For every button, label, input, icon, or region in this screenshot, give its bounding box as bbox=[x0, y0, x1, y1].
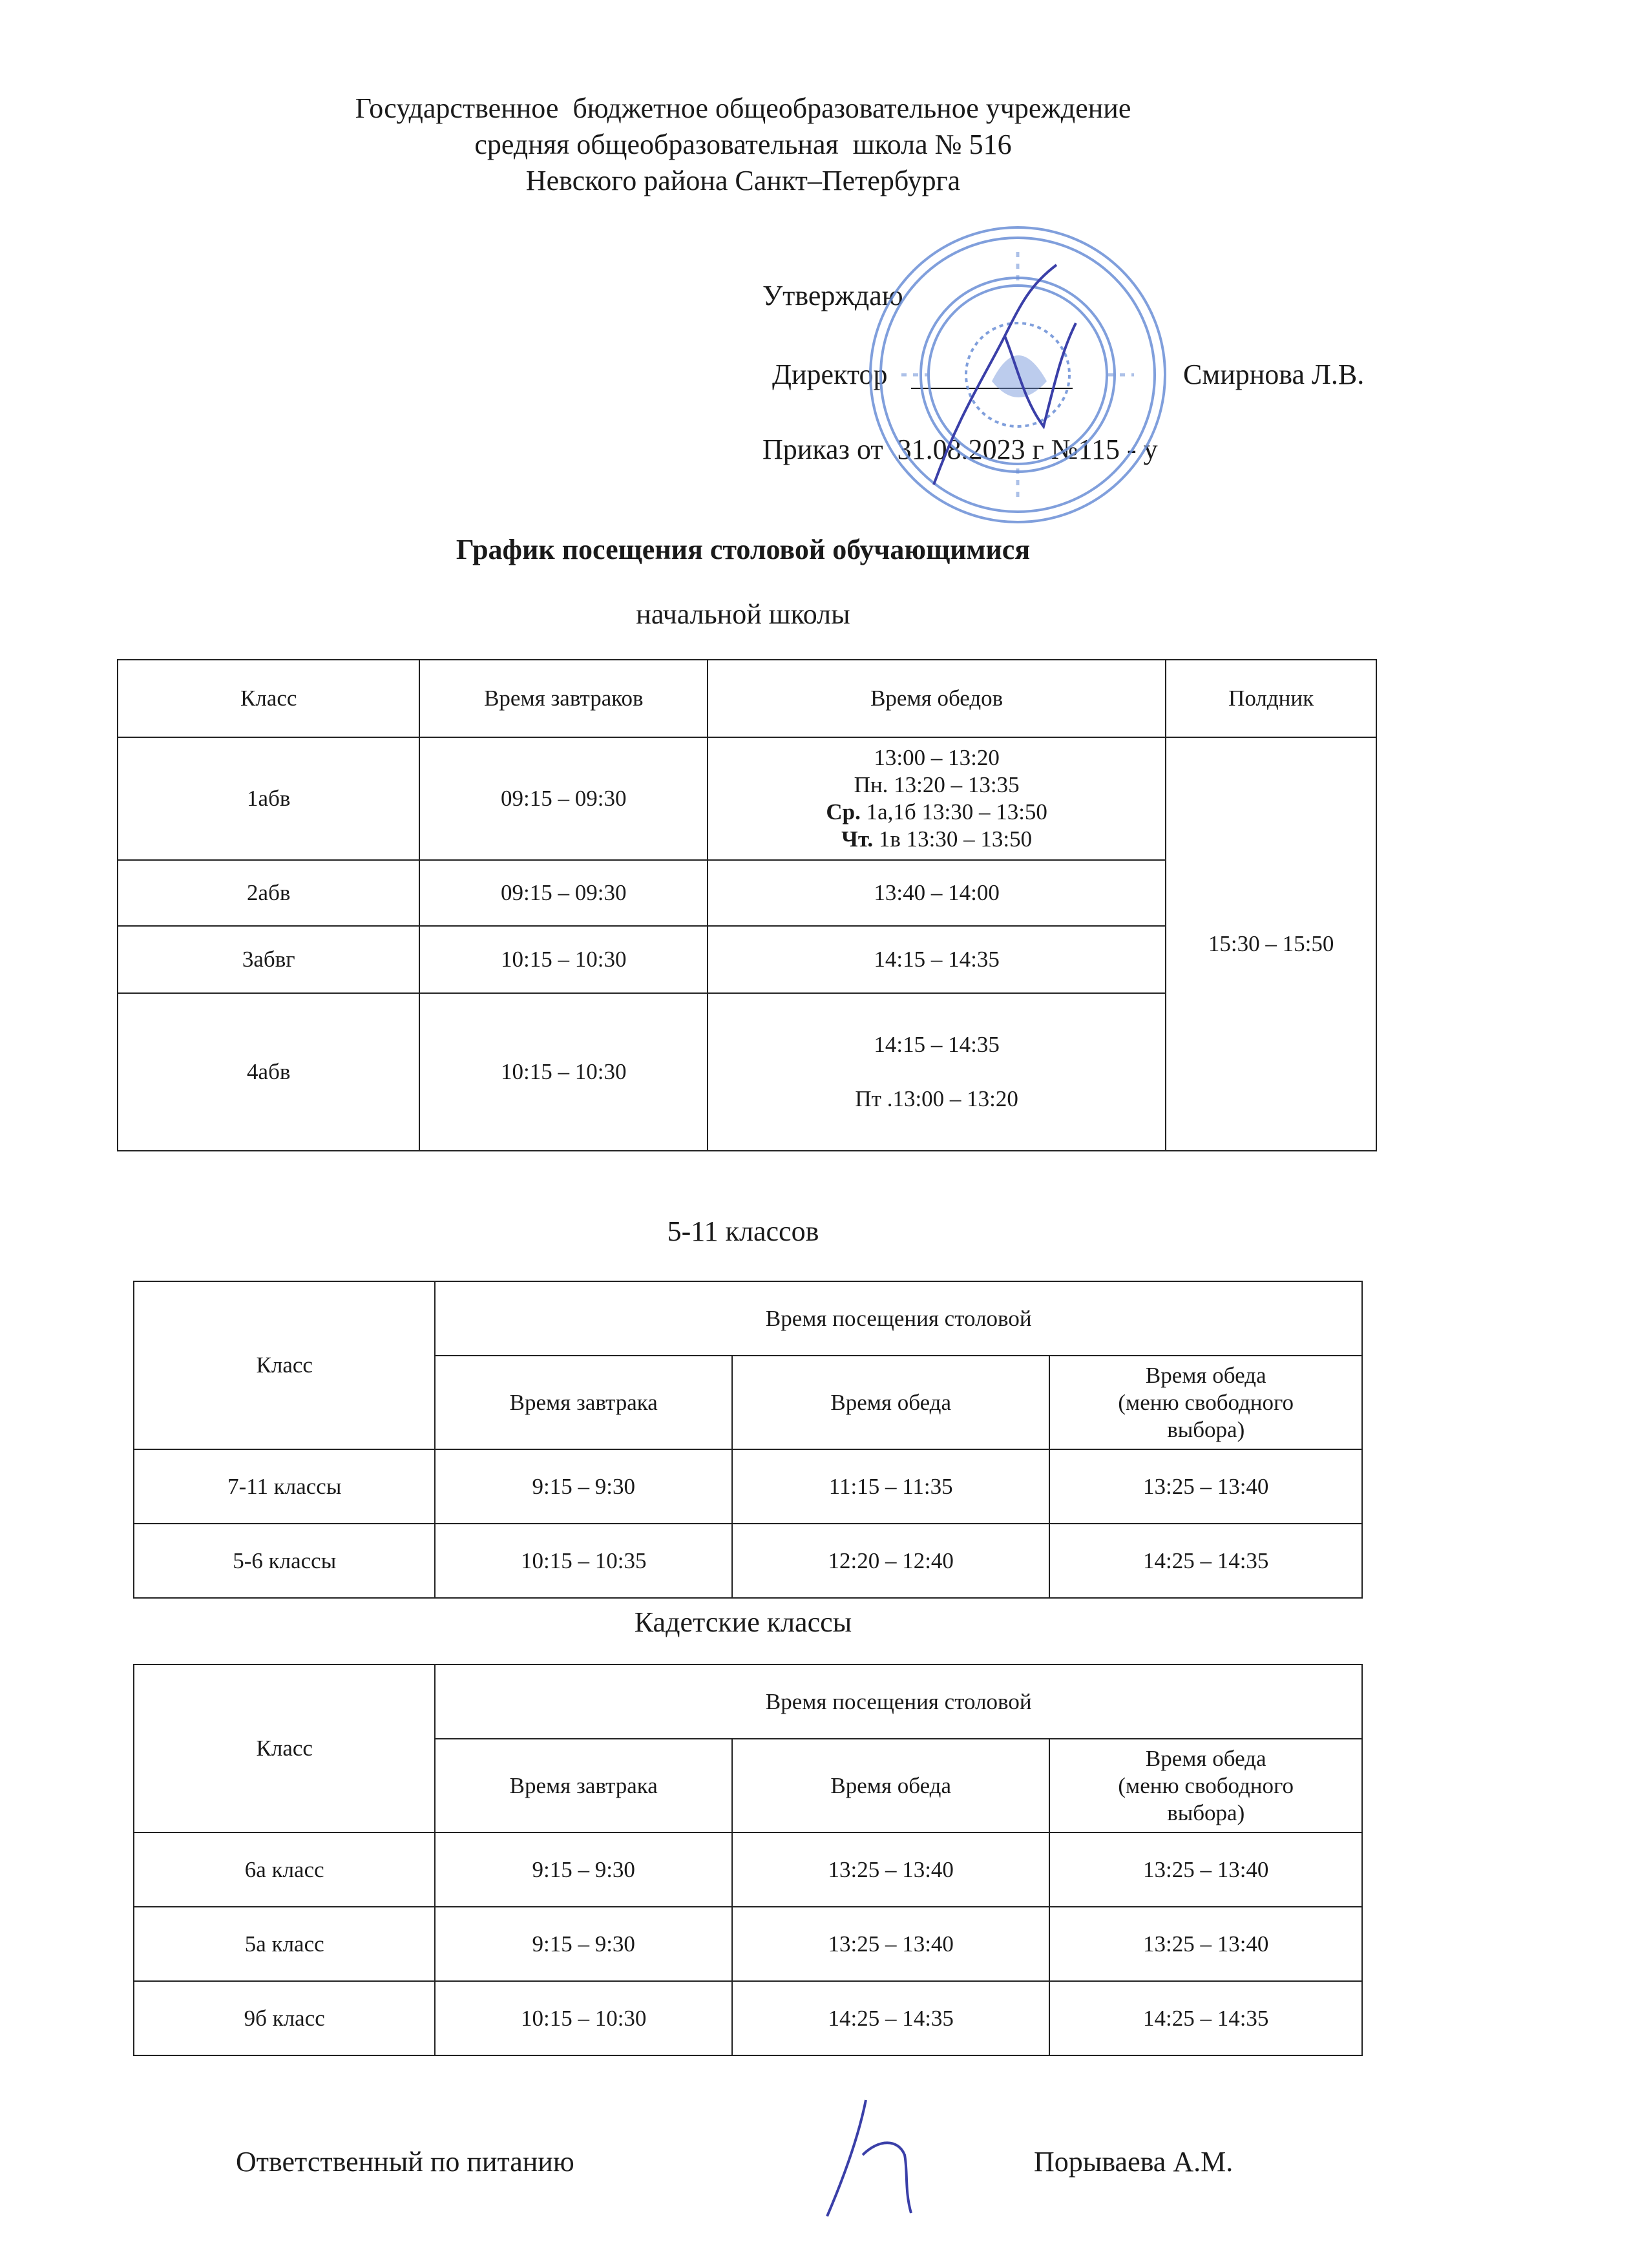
header-line-1: Государственное бюджетное общеобразовательное учреждение bbox=[355, 92, 1131, 124]
header-line-3: Невского района Санкт–Петербурга bbox=[525, 165, 961, 196]
table-header-row bbox=[134, 1281, 1362, 1356]
responsible-name: Порываева А.М. bbox=[1034, 2146, 1234, 2178]
signature-icon bbox=[801, 2094, 930, 2223]
snack-cell: 15:30 – 15:50 bbox=[1166, 737, 1376, 1151]
table-header-row bbox=[134, 1664, 1362, 1739]
row-free: 13:25 – 13:40 bbox=[1049, 1907, 1362, 1981]
header-line-2: средняя общеобразовательная школа № 516 bbox=[474, 129, 1012, 160]
row-class: 4абв bbox=[118, 993, 419, 1151]
row-breakfast: 09:15 – 09:30 bbox=[419, 737, 708, 860]
table-row bbox=[118, 737, 1376, 860]
director-name: Смирнова Л.В. bbox=[1183, 359, 1365, 390]
row-breakfast: 10:15 – 10:30 bbox=[435, 1981, 732, 2055]
row-lunch: 12:20 – 12:40 bbox=[732, 1524, 1049, 1598]
row-free: 14:25 – 14:35 bbox=[1049, 1524, 1362, 1598]
row-class: 1абв bbox=[118, 737, 419, 860]
row-class: 6а класс bbox=[134, 1832, 435, 1907]
lunch-text: 1в 13:30 – 13:50 bbox=[873, 826, 1033, 852]
lunch-text: 1а,1б 13:30 – 13:50 bbox=[860, 799, 1047, 824]
row-breakfast: 10:15 – 10:35 bbox=[435, 1524, 732, 1598]
header-lunch: Время обеда bbox=[732, 1356, 1049, 1449]
lunch-line bbox=[713, 799, 1160, 826]
row-class: 2абв bbox=[118, 860, 419, 926]
stamp-seal-icon bbox=[863, 220, 1173, 530]
row-lunch: 14:15 – 14:35 bbox=[708, 926, 1166, 993]
table-header-row bbox=[118, 660, 1376, 737]
row-free: 13:25 – 13:40 bbox=[1049, 1832, 1362, 1907]
row-breakfast: 10:15 – 10:30 bbox=[419, 926, 708, 993]
cadet-schedule-table bbox=[133, 1664, 1363, 2056]
header-group: Время посещения столовой bbox=[435, 1664, 1362, 1739]
lunch-line: 13:00 – 13:20 bbox=[874, 745, 1000, 770]
row-lunch bbox=[708, 737, 1166, 860]
table-row bbox=[134, 1449, 1362, 1524]
row-breakfast: 9:15 – 9:30 bbox=[435, 1907, 732, 1981]
row-lunch: 13:25 – 13:40 bbox=[732, 1832, 1049, 1907]
header-snack: Полдник bbox=[1166, 660, 1376, 737]
director-label: Директор bbox=[772, 359, 888, 390]
table-row bbox=[134, 1524, 1362, 1598]
row-class: 9б класс bbox=[134, 1981, 435, 2055]
lunch-line bbox=[713, 826, 1160, 853]
primary-schedule-table bbox=[117, 659, 1377, 1151]
row-breakfast: 9:15 – 9:30 bbox=[435, 1449, 732, 1524]
lunch-line: Пн. 13:20 – 13:35 bbox=[854, 772, 1020, 797]
organization-header bbox=[0, 90, 1486, 199]
row-free: 14:25 – 14:35 bbox=[1049, 1981, 1362, 2055]
header-class: Класс bbox=[134, 1281, 435, 1449]
header-class: Класс bbox=[134, 1664, 435, 1832]
order-text: Приказ от 31.08.2023 г №115 - у bbox=[762, 434, 1158, 465]
lunch-line: Пт .13:00 – 13:20 bbox=[855, 1086, 1018, 1111]
responsible-label: Ответственный по питанию bbox=[236, 2146, 574, 2178]
weekday-label: Ср. bbox=[826, 799, 861, 824]
row-lunch bbox=[708, 993, 1166, 1151]
row-breakfast: 9:15 – 9:30 bbox=[435, 1832, 732, 1907]
primary-subtitle: начальной школы bbox=[636, 598, 850, 630]
row-lunch: 13:25 – 13:40 bbox=[732, 1907, 1049, 1981]
header-breakfast: Время завтраков bbox=[419, 660, 708, 737]
row-free: 13:25 – 13:40 bbox=[1049, 1449, 1362, 1524]
row-breakfast: 10:15 – 10:30 bbox=[419, 993, 708, 1151]
row-class: 3абвг bbox=[118, 926, 419, 993]
senior-schedule-table bbox=[133, 1281, 1363, 1599]
table-row bbox=[134, 1907, 1362, 1981]
senior-subtitle: 5-11 классов bbox=[667, 1215, 819, 1247]
table-row bbox=[134, 1981, 1362, 2055]
row-class: 5-6 классы bbox=[134, 1524, 435, 1598]
header-group: Время посещения столовой bbox=[435, 1281, 1362, 1356]
header-breakfast: Время завтрака bbox=[435, 1739, 732, 1832]
row-breakfast: 09:15 – 09:30 bbox=[419, 860, 708, 926]
row-class: 5а класс bbox=[134, 1907, 435, 1981]
header-lunch: Время обеда bbox=[732, 1739, 1049, 1832]
document-title: График посещения столовой обучающимися bbox=[456, 534, 1031, 565]
row-lunch: 11:15 – 11:35 bbox=[732, 1449, 1049, 1524]
lunch-line: 14:15 – 14:35 bbox=[874, 1032, 1000, 1057]
row-lunch: 14:25 – 14:35 bbox=[732, 1981, 1049, 2055]
weekday-label: Чт. bbox=[841, 826, 874, 852]
header-lunch: Время обедов bbox=[708, 660, 1166, 737]
header-breakfast: Время завтрака bbox=[435, 1356, 732, 1449]
header-free-menu: Время обеда (меню свободного выбора) bbox=[1049, 1356, 1362, 1449]
header-class: Класс bbox=[118, 660, 419, 737]
row-class: 7-11 классы bbox=[134, 1449, 435, 1524]
row-lunch: 13:40 – 14:00 bbox=[708, 860, 1166, 926]
header-free-menu: Время обеда (меню свободного выбора) bbox=[1049, 1739, 1362, 1832]
approve-text: Утверждаю bbox=[762, 280, 903, 311]
cadet-subtitle: Кадетские классы bbox=[634, 1606, 852, 1638]
table-row bbox=[134, 1832, 1362, 1907]
